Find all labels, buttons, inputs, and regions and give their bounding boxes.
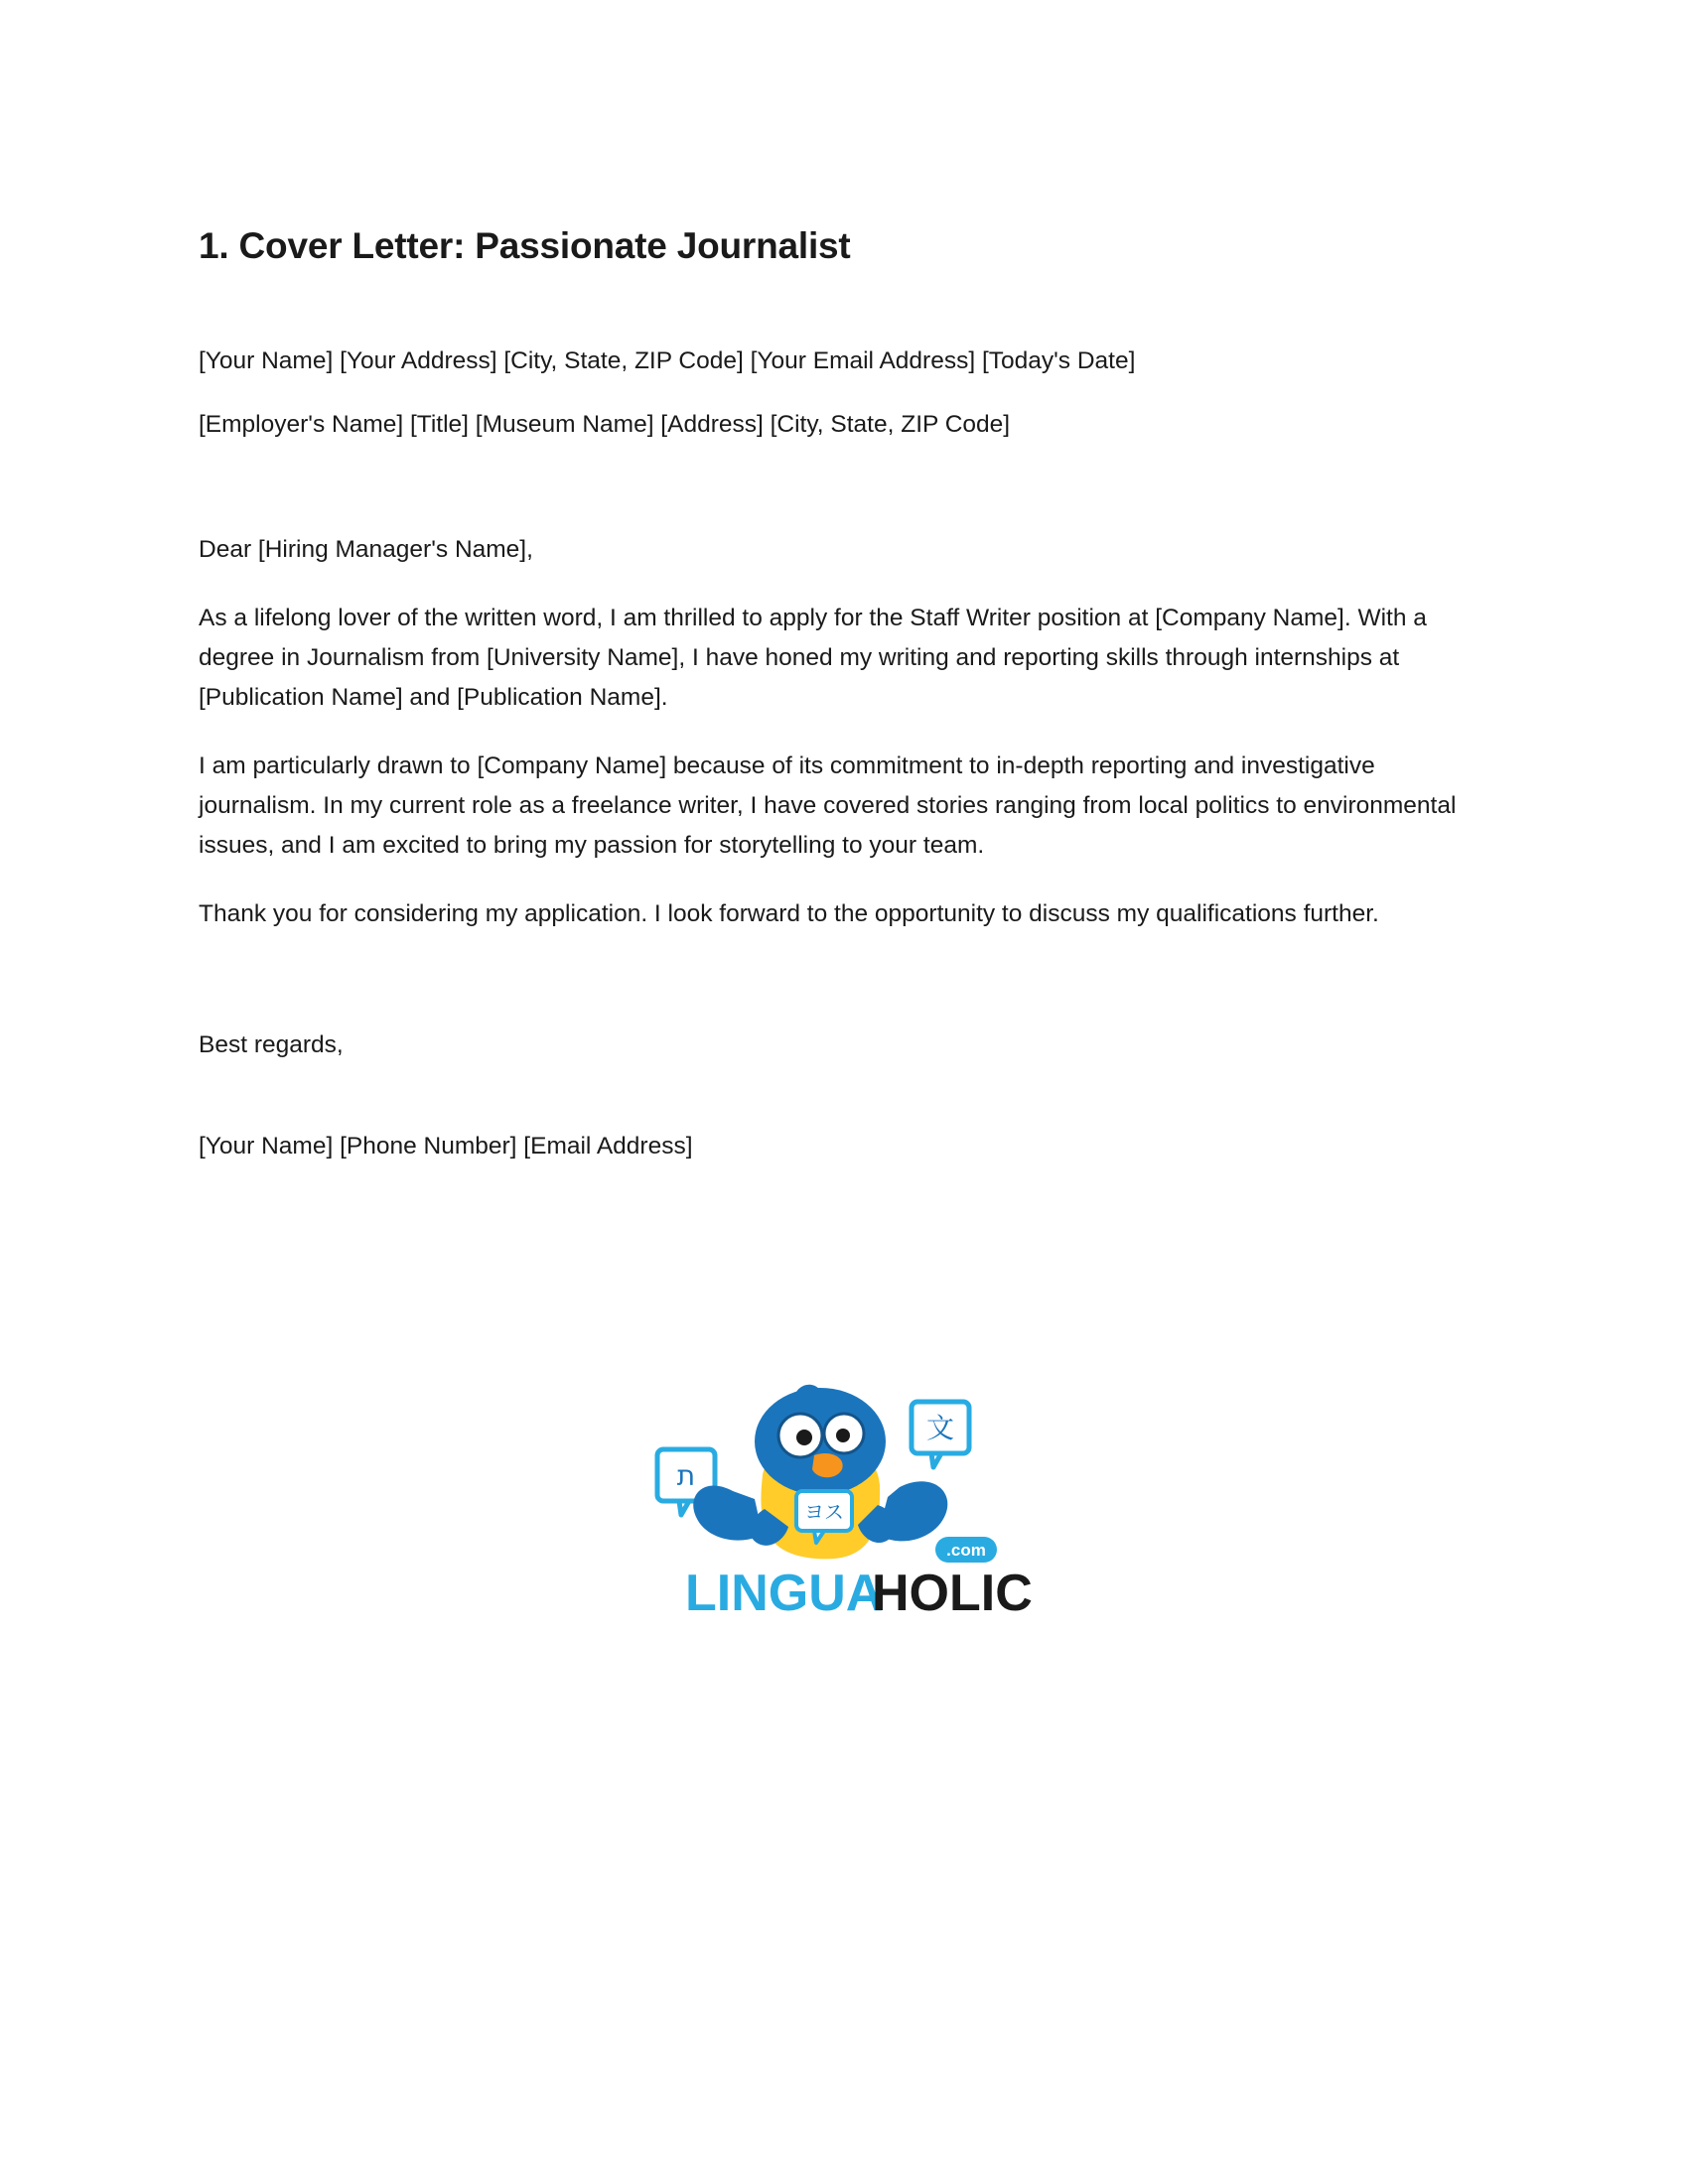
spacer [199, 1065, 1489, 1127]
spacer [199, 964, 1489, 1025]
contact-block: [Your Name] [Phone Number] [Email Address] [199, 1132, 693, 1160]
logo-word-light: LINGUA [685, 1565, 884, 1622]
page-title: 1. Cover Letter: Passionate Journalist [199, 225, 851, 266]
sender-address-block: [Your Name] [Your Address] [City, State, ZIP Code] [Your Email Address] [Today's Date] [199, 347, 1136, 375]
salutation: Dear [Hiring Manager's Name], [199, 535, 533, 563]
logo-area [0, 1380, 1688, 1648]
logo-tld: .com [946, 1541, 986, 1560]
logo-word-bold: HOLIC [872, 1565, 1033, 1622]
letter-body [199, 223, 1489, 1166]
spacer [199, 269, 1489, 341]
recipient-address-block: [Employer's Name] [Title] [Museum Name] [Address] [City, State, ZIP Code] [199, 410, 1011, 438]
body-paragraph-2: I am particularly drawn to [Company Name] because of its commitment to in-depth reporting and investigative journalism. In my current role as a freelance writer, I have covered stories ranging from local politics to environmental issues, and I am excited to bring my passion for storytelling to your team. [199, 752, 1457, 859]
svg-text:ヨス: ヨス [804, 1500, 844, 1524]
speech-bubble-right-icon [912, 1402, 969, 1467]
signoff: Best regards, [199, 1031, 344, 1059]
body-paragraph-3: Thank you for considering my application. I look forward to the opportunity to discuss my qualifications further. [199, 900, 1379, 928]
svg-text:ת: ת [676, 1459, 696, 1492]
dot-com-badge [935, 1537, 997, 1563]
spacer [199, 469, 1489, 530]
body-paragraph-1: As a lifelong lover of the written word, I am thrilled to apply for the Staff Writer position at [Company Name]. With a degree in Journalism from [University Name], I have honed my writing and reporting skills through internships at [Publication Name] and [Publication Name]. [199, 605, 1427, 711]
svg-text:文: 文 [925, 1412, 955, 1444]
logo-wordmark [685, 1565, 1033, 1622]
linguaholic-logo [645, 1380, 1043, 1648]
